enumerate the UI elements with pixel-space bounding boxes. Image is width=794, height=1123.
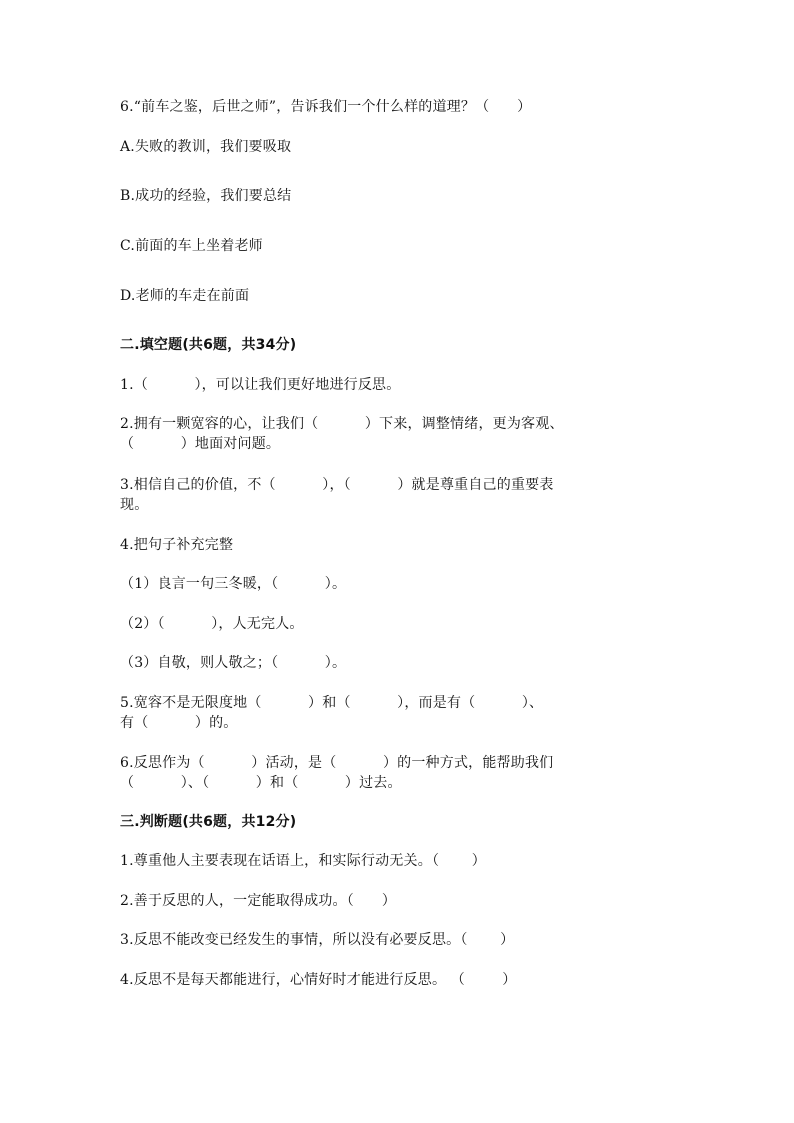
fill-question-4-sub-3: （3）自敬，则人敬之；（ ）。 bbox=[120, 655, 347, 671]
fill-question-5-line-2: 有（ ）的。 bbox=[120, 715, 238, 731]
question-6-option-c: C.前面的车上坐着老师 bbox=[120, 238, 263, 254]
question-6-stem: 6.“前车之鉴，后世之师”，告诉我们一个什么样的道理？（ ） bbox=[120, 99, 532, 115]
fill-question-4-stem: 4.把句子补充完整 bbox=[120, 537, 234, 553]
fill-question-4-sub-2: （2）（ ），人无完人。 bbox=[120, 616, 304, 632]
fill-question-5-line-1: 5.宽容不是无限度地（ ）和（ ），而是有（ ）、 bbox=[120, 695, 544, 711]
fill-question-4-sub-1: （1）良言一句三冬暖，（ ）。 bbox=[120, 576, 347, 592]
judge-question-3: 3.反思不能改变已经发生的事情，所以没有必要反思。（ ） bbox=[120, 932, 515, 948]
section-heading-judgement: 三.判断题(共6题，共12分) bbox=[120, 814, 297, 830]
section-heading-fill-blank: 二.填空题(共6题，共34分) bbox=[120, 337, 297, 353]
fill-question-1: 1.（ ），可以让我们更好地进行反思。 bbox=[120, 377, 401, 393]
judge-question-1: 1.尊重他人主要表现在话语上，和实际行动无关。（ ） bbox=[120, 853, 486, 869]
fill-question-3-line-2: 现。 bbox=[120, 497, 149, 513]
judge-question-4: 4.反思不是每天都能进行，心情好时才能进行反思。 （ ） bbox=[120, 972, 517, 988]
question-6-option-a: A.失败的教训，我们要吸取 bbox=[120, 139, 292, 155]
fill-question-6-line-1: 6.反思作为（ ）活动，是（ ）的一种方式，能帮助我们 bbox=[120, 755, 554, 771]
fill-question-2-line-1: 2.拥有一颗宽容的心，让我们（ ）下来，调整情绪，更为客观、 bbox=[120, 416, 564, 432]
judge-question-2: 2.善于反思的人，一定能取得成功。（ ） bbox=[120, 893, 397, 909]
fill-question-3-line-1: 3.相信自己的价值，不（ ），（ ）就是尊重自己的重要表 bbox=[120, 477, 554, 493]
fill-question-6-line-2: （ ）、（ ）和（ ）过去。 bbox=[120, 775, 402, 791]
fill-question-2-line-2: （ ）地面对问题。 bbox=[120, 436, 281, 452]
question-6-option-d: D.老师的车走在前面 bbox=[120, 288, 250, 304]
question-6-option-b: B.成功的经验，我们要总结 bbox=[120, 188, 292, 204]
